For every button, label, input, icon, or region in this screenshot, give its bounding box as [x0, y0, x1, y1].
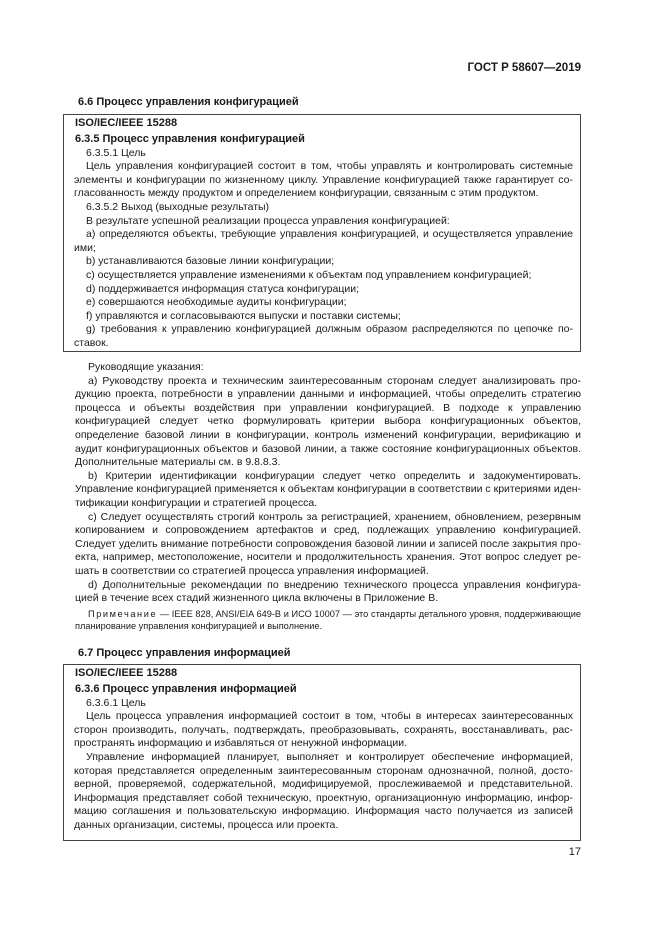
box-list-item: c) осуществляется управление изменениями к объектам под управлением конфигурацией; — [86, 268, 532, 281]
box-list-item: b) устанавливаются базовые линии конфигурации; — [86, 255, 335, 268]
note-label: Примечание — [88, 609, 158, 619]
note-paragraph — [75, 608, 581, 633]
quoted-standard-box-1 — [63, 114, 581, 352]
box-paragraph: 6.3.5.1 Цель — [86, 146, 146, 159]
box-paragraph: В результате успешной реализации процесса управления конфигурацией: — [86, 214, 450, 227]
box-paragraph: Управление информацией планирует, выполняет и контролирует обеспечение информацией, которая представляется определенным заинтересованным сторонам однозначной, полной, достоверной, проверяемой, содержательной, модифицируемой, прослеживаемой и представительной. Информация представляет собой техническую, проектную, организационную информацию, информацию соглашения и пользовательскую информацию. Информация часто получается из записей данных организации, системы, процесса или проекта. — [74, 750, 573, 831]
box-source: ISO/IEC/IEEE 15288 — [75, 667, 178, 679]
box-clause-title: 6.3.6 Процесс управления информацией — [75, 683, 297, 695]
box-list-item: d) поддерживается информация статуса конфигурации; — [86, 282, 359, 295]
box-paragraph: 6.3.5.2 Выход (выходные результаты) — [86, 200, 270, 213]
standard-designation: ГОСТ Р 58607—2019 — [467, 62, 581, 74]
box-list-item: e) совершаются необходимые аудиты конфигурации; — [86, 296, 347, 309]
box-list-item: f) управляются и согласовываются выпуски и поставки системы; — [86, 309, 401, 322]
box-source: ISO/IEC/IEEE 15288 — [75, 117, 178, 129]
note-text: — IEEE 828, ANSI/EIA 649-B и ИСО 10007 — это стандарты детального уровня, поддерживающие планирование управления конфигурацией и выполнение. — [75, 609, 581, 632]
guidance-heading: Руководящие указания: — [88, 361, 204, 373]
guidance-block — [75, 361, 581, 606]
guidance-item: d) Дополнительные рекомендации по внедрению технического процесса управления конфигурацией в течение всех стадий жизненного цикла включены в Приложение В. — [75, 578, 581, 605]
box-list-item: a) определяются объекты, требующие управления конфигурацией, и осуществляется управление ими; — [74, 228, 573, 254]
guidance-item: c) Следует осуществлять строгий контроль за регистрацией, хранением, обновлением, резервным копированием и сопровождением артефактов и сред, подлежащих управлению конфигурацией. Следует уделить внимание потребности сопровождения базовой линии и записей после закрытия проекта, например, местоположение, носители и продолжительность хранения. Этот вопрос следует решать в соответствии со стратегией процесса управления информацией. — [75, 510, 581, 577]
guidance-item: a) Руководству проекта и техническим заинтересованным сторонам следует анализировать продукцию проекта, потребности в управлении данными и информацией, чтобы определить стратегию процесса и объекты воздействия при управлении конфигурацией. В подходе к управлению конфигурацией следует четко формулировать критерии выбора конфигурационных объектов, определение базовой линии в конфигурации, контроль изменений конфигурации, верификацию и аудит конфигурационных объектов и базовой линии, а также состояние конфигурационных объектов. Дополнительные материалы см. в 9.8.8.3. — [75, 374, 581, 469]
box-clause-title: 6.3.5 Процесс управления конфигурацией — [75, 133, 305, 145]
box-paragraph: Цель процесса управления информацией состоит в том, чтобы в интересах заинтересованных сторон производить, получать, подтверждать, преобразовывать, сохранять, восстанавливать, распространять информацию и избавляться от ненужной информации. — [74, 710, 573, 750]
box-paragraph: Цель управления конфигурацией состоит в том, чтобы управлять и контролировать системные элементы и конфигурации по жизненному циклу. Управление конфигурацией также гарантирует согласованность между продуктом и определением конфигурации, связанным с этим продуктом. — [74, 160, 573, 200]
guidance-item: b) Критерии идентификации конфигурации следует четко определить и задокументировать. Управление конфигурацией применяется к объектам конфигурации в соответствии с критериями идентификации конфигурации и стратегией процесса. — [75, 469, 581, 509]
quoted-standard-box-2 — [63, 664, 581, 841]
section-title-6-6: 6.6 Процесс управления конфигурацией — [78, 96, 299, 108]
section-title-6-7: 6.7 Процесс управления информацией — [78, 647, 291, 659]
page-number: 17 — [568, 846, 581, 858]
box-list-item: g) требования к управлению конфигурацией должным образом распределяются по цепочке поставок. — [74, 323, 573, 349]
box-paragraph: 6.3.6.1 Цель — [86, 696, 146, 709]
